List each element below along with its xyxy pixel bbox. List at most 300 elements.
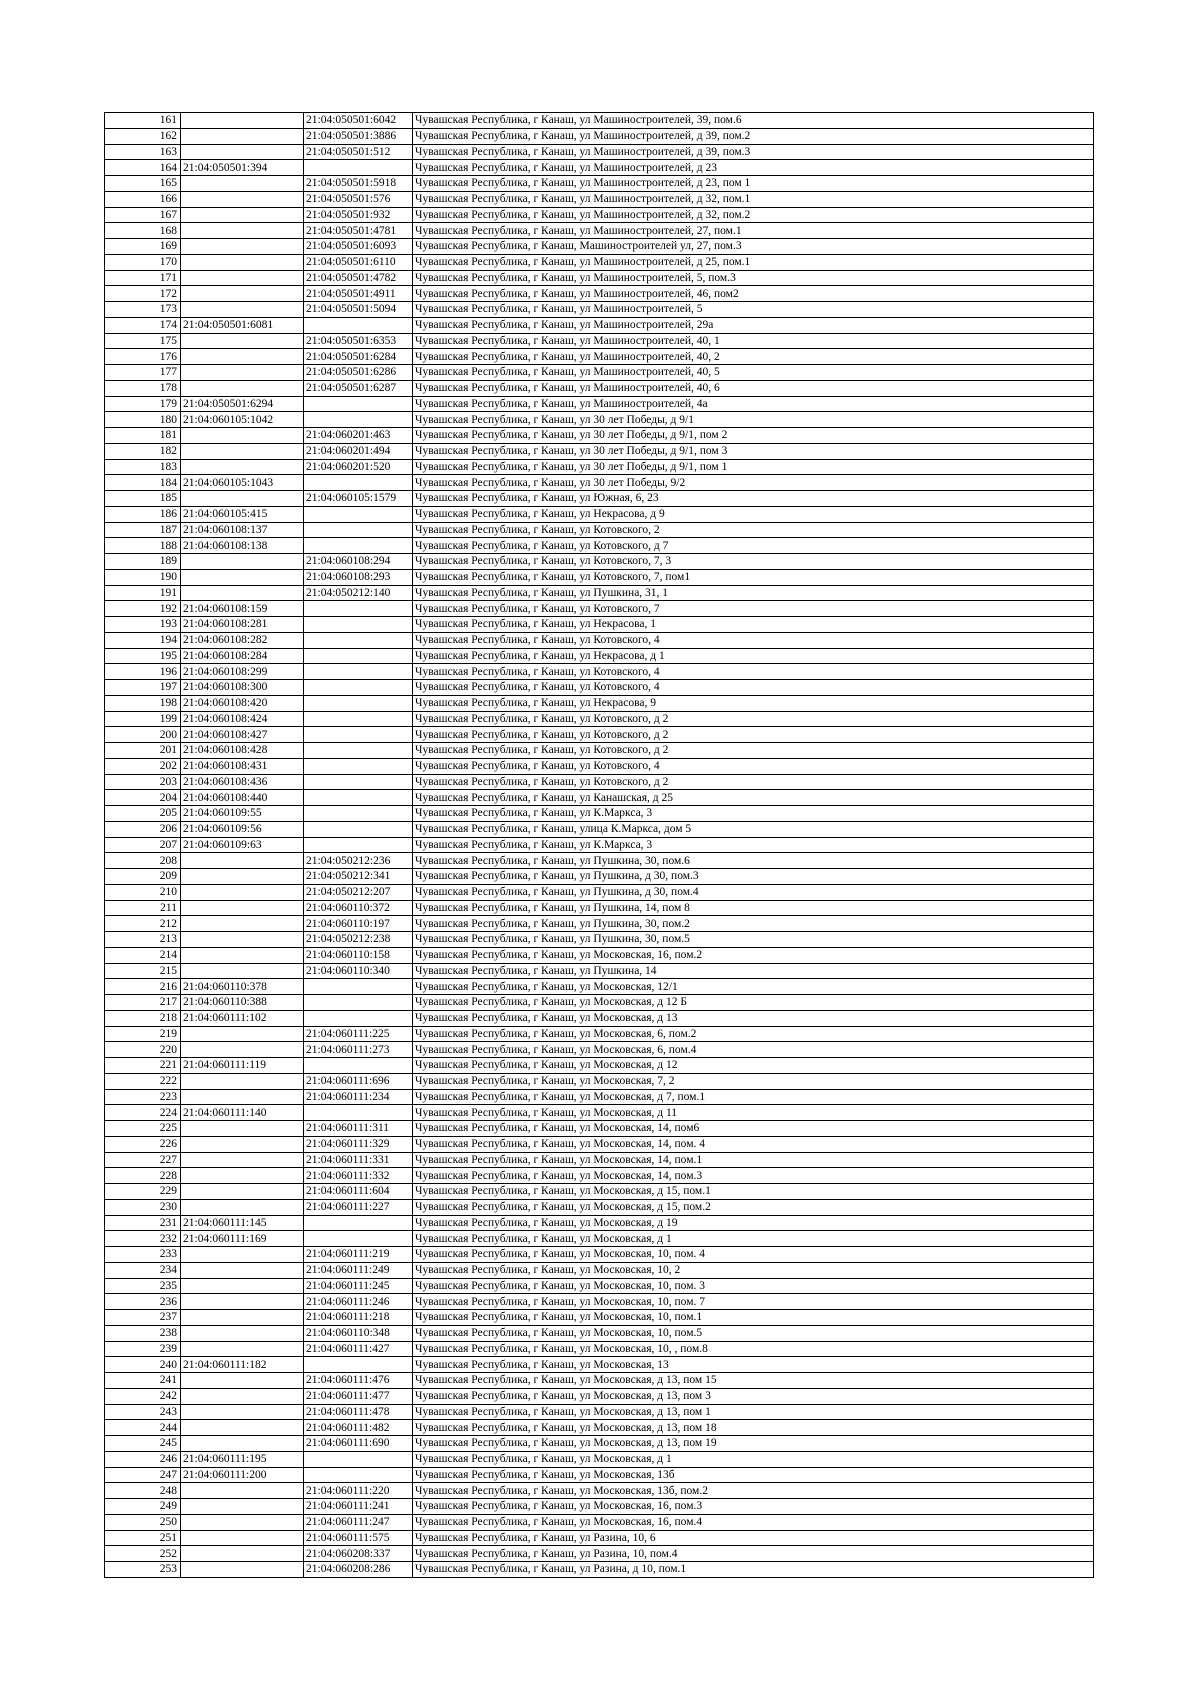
- premises-cadastral-number: 21:04:050501:5094: [304, 302, 413, 318]
- document-page: [104, 112, 1093, 1578]
- premises-cadastral-number: 21:04:050501:6284: [304, 349, 413, 365]
- building-cadastral-number: [181, 459, 304, 475]
- building-cadastral-number: [181, 176, 304, 192]
- row-number: 202: [105, 758, 181, 774]
- table-row: [105, 1215, 1094, 1231]
- table-row: [105, 1136, 1094, 1152]
- table-row: [105, 932, 1094, 948]
- building-cadastral-number: 21:04:060111:182: [181, 1357, 304, 1373]
- row-number: 178: [105, 380, 181, 396]
- table-row: [105, 727, 1094, 743]
- table-row: [105, 317, 1094, 333]
- address: Чувашская Республика, г Канаш, ул Московская, 13: [413, 1357, 1094, 1373]
- table-row: [105, 585, 1094, 601]
- address: Чувашская Республика, г Канаш, ул Машиностроителей, д 32, пом.1: [413, 191, 1094, 207]
- table-row: [105, 1373, 1094, 1389]
- row-number: 253: [105, 1562, 181, 1578]
- premises-cadastral-number: 21:04:060111:227: [304, 1199, 413, 1215]
- premises-cadastral-number: [304, 1215, 413, 1231]
- address: Чувашская Республика, г Канаш, ул К.Маркса, 3: [413, 806, 1094, 822]
- table-row: [105, 1073, 1094, 1089]
- building-cadastral-number: [181, 1262, 304, 1278]
- building-cadastral-number: [181, 853, 304, 869]
- building-cadastral-number: [181, 554, 304, 570]
- address: Чувашская Республика, г Канаш, ул Котовского, д 2: [413, 727, 1094, 743]
- table-row: [105, 1294, 1094, 1310]
- table-row: [105, 1514, 1094, 1530]
- row-number: 187: [105, 522, 181, 538]
- premises-cadastral-number: 21:04:060111:241: [304, 1499, 413, 1515]
- table-row: [105, 160, 1094, 176]
- building-cadastral-number: [181, 491, 304, 507]
- table-row: [105, 554, 1094, 570]
- table-row: [105, 632, 1094, 648]
- building-cadastral-number: [181, 1199, 304, 1215]
- premises-cadastral-number: 21:04:060111:219: [304, 1247, 413, 1263]
- table-row: [105, 191, 1094, 207]
- address: Чувашская Республика, г Канаш, ул Московская, 16, пом.2: [413, 947, 1094, 963]
- row-number: 232: [105, 1231, 181, 1247]
- address: Чувашская Республика, г Канаш, ул Московская, 10, пом. 4: [413, 1247, 1094, 1263]
- row-number: 210: [105, 884, 181, 900]
- premises-cadastral-number: [304, 1467, 413, 1483]
- row-number: 217: [105, 995, 181, 1011]
- building-cadastral-number: 21:04:060109:56: [181, 821, 304, 837]
- address: Чувашская Республика, г Канаш, ул Машиностроителей, д 39, пом.3: [413, 144, 1094, 160]
- row-number: 247: [105, 1467, 181, 1483]
- building-cadastral-number: [181, 349, 304, 365]
- premises-cadastral-number: 21:04:060111:690: [304, 1436, 413, 1452]
- address: Чувашская Республика, г Канаш, ул Некрасова, 9: [413, 695, 1094, 711]
- address: Чувашская Республика, г Канаш, ул Московская, д 13, пом 19: [413, 1436, 1094, 1452]
- building-cadastral-number: [181, 884, 304, 900]
- row-number: 173: [105, 302, 181, 318]
- row-number: 215: [105, 963, 181, 979]
- premises-cadastral-number: [304, 711, 413, 727]
- address: Чувашская Республика, г Канаш, ул 30 лет Победы, д 9/1, пом 2: [413, 428, 1094, 444]
- table-row: [105, 1420, 1094, 1436]
- building-cadastral-number: 21:04:060111:102: [181, 1010, 304, 1026]
- premises-cadastral-number: [304, 601, 413, 617]
- address: Чувашская Республика, г Канаш, ул Московская, 10, пом. 7: [413, 1294, 1094, 1310]
- premises-cadastral-number: 21:04:050212:140: [304, 585, 413, 601]
- row-number: 176: [105, 349, 181, 365]
- table-row: [105, 680, 1094, 696]
- row-number: 165: [105, 176, 181, 192]
- address: Чувашская Республика, г Канаш, ул Машиностроителей, 40, 5: [413, 365, 1094, 381]
- premises-cadastral-number: 21:04:060105:1579: [304, 491, 413, 507]
- address: Чувашская Республика, г Канаш, ул Московская, 6, пом.2: [413, 1026, 1094, 1042]
- row-number: 182: [105, 443, 181, 459]
- row-number: 209: [105, 869, 181, 885]
- table-row: [105, 144, 1094, 160]
- row-number: 170: [105, 254, 181, 270]
- row-number: 197: [105, 680, 181, 696]
- building-cadastral-number: [181, 428, 304, 444]
- row-number: 225: [105, 1121, 181, 1137]
- building-cadastral-number: [181, 1026, 304, 1042]
- premises-cadastral-number: 21:04:060111:234: [304, 1089, 413, 1105]
- table-row: [105, 522, 1094, 538]
- table-row: [105, 1152, 1094, 1168]
- address: Чувашская Республика, г Канаш, ул Машиностроителей, 5: [413, 302, 1094, 318]
- premises-cadastral-number: 21:04:060111:575: [304, 1530, 413, 1546]
- building-cadastral-number: 21:04:060108:420: [181, 695, 304, 711]
- table-row: [105, 1530, 1094, 1546]
- premises-cadastral-number: 21:04:060110:158: [304, 947, 413, 963]
- row-number: 200: [105, 727, 181, 743]
- address: Чувашская Республика, г Канаш, ул Московская, 14, пом.1: [413, 1152, 1094, 1168]
- address: Чувашская Республика, г Канаш, ул Московская, 14, пом. 4: [413, 1136, 1094, 1152]
- address: Чувашская Республика, г Канаш, ул Пушкина, 14: [413, 963, 1094, 979]
- row-number: 186: [105, 506, 181, 522]
- table-row: [105, 1262, 1094, 1278]
- building-cadastral-number: 21:04:060105:1043: [181, 475, 304, 491]
- premises-cadastral-number: 21:04:060208:286: [304, 1562, 413, 1578]
- address: Чувашская Республика, г Канаш, ул Московская, д 13, пом 3: [413, 1388, 1094, 1404]
- premises-cadastral-number: [304, 995, 413, 1011]
- row-number: 229: [105, 1184, 181, 1200]
- table-row: [105, 900, 1094, 916]
- premises-cadastral-number: 21:04:050212:207: [304, 884, 413, 900]
- building-cadastral-number: 21:04:060111:195: [181, 1451, 304, 1467]
- address: Чувашская Республика, г Канаш, ул Московская, 7, 2: [413, 1073, 1094, 1089]
- address: Чувашская Республика, г Канаш, ул Московская, 6, пом.4: [413, 1042, 1094, 1058]
- address: Чувашская Республика, г Канаш, ул Пушкина, 30, пом.2: [413, 916, 1094, 932]
- building-cadastral-number: [181, 1499, 304, 1515]
- building-cadastral-number: [181, 1294, 304, 1310]
- address: Чувашская Республика, г Канаш, ул Московская, д 1: [413, 1451, 1094, 1467]
- premises-cadastral-number: 21:04:060111:478: [304, 1404, 413, 1420]
- address: Чувашская Республика, г Канаш, ул Московская, д 13, пом 18: [413, 1420, 1094, 1436]
- table-row: [105, 1562, 1094, 1578]
- premises-cadastral-number: 21:04:060108:294: [304, 554, 413, 570]
- address: Чувашская Республика, г Канаш, ул Машиностроителей, д 23: [413, 160, 1094, 176]
- row-number: 248: [105, 1483, 181, 1499]
- premises-cadastral-number: 21:04:050501:6042: [304, 113, 413, 129]
- table-row: [105, 506, 1094, 522]
- address: Чувашская Республика, г Канаш, ул Пушкина, д 30, пом.4: [413, 884, 1094, 900]
- address: Чувашская Республика, г Канаш, ул Московская, д 15, пом.2: [413, 1199, 1094, 1215]
- table-row: [105, 916, 1094, 932]
- row-number: 167: [105, 207, 181, 223]
- row-number: 168: [105, 223, 181, 239]
- address: Чувашская Республика, г Канаш, ул Московская, 10, пом.5: [413, 1325, 1094, 1341]
- building-cadastral-number: [181, 1530, 304, 1546]
- building-cadastral-number: 21:04:060111:119: [181, 1058, 304, 1074]
- premises-cadastral-number: 21:04:060111:604: [304, 1184, 413, 1200]
- building-cadastral-number: [181, 365, 304, 381]
- address: Чувашская Республика, г Канаш, ул Машиностроителей, д 32, пом.2: [413, 207, 1094, 223]
- building-cadastral-number: [181, 900, 304, 916]
- table-row: [105, 1058, 1094, 1074]
- premises-cadastral-number: 21:04:060111:331: [304, 1152, 413, 1168]
- table-row: [105, 475, 1094, 491]
- row-number: 228: [105, 1168, 181, 1184]
- row-number: 188: [105, 538, 181, 554]
- building-cadastral-number: [181, 1184, 304, 1200]
- premises-cadastral-number: [304, 648, 413, 664]
- address: Чувашская Республика, г Канаш, ул Московская, 16, пом.4: [413, 1514, 1094, 1530]
- table-row: [105, 963, 1094, 979]
- building-cadastral-number: [181, 932, 304, 948]
- table-row: [105, 569, 1094, 585]
- row-number: 190: [105, 569, 181, 585]
- building-cadastral-number: 21:04:060108:427: [181, 727, 304, 743]
- address: Чувашская Республика, г Канаш, ул Московская, 14, пом6: [413, 1121, 1094, 1137]
- row-number: 162: [105, 128, 181, 144]
- table-row: [105, 428, 1094, 444]
- table-row: [105, 1231, 1094, 1247]
- row-number: 175: [105, 333, 181, 349]
- address: Чувашская Республика, г Канаш, ул Машиностроителей, 39, пом.6: [413, 113, 1094, 129]
- premises-cadastral-number: 21:04:060110:340: [304, 963, 413, 979]
- row-number: 198: [105, 695, 181, 711]
- building-cadastral-number: 21:04:060108:281: [181, 617, 304, 633]
- building-cadastral-number: 21:04:050501:394: [181, 160, 304, 176]
- building-cadastral-number: [181, 239, 304, 255]
- table-row: [105, 1404, 1094, 1420]
- table-row: [105, 758, 1094, 774]
- premises-cadastral-number: 21:04:060208:337: [304, 1546, 413, 1562]
- building-cadastral-number: 21:04:060108:138: [181, 538, 304, 554]
- building-cadastral-number: 21:04:060108:284: [181, 648, 304, 664]
- table-row: [105, 1010, 1094, 1026]
- row-number: 171: [105, 270, 181, 286]
- address: Чувашская Республика, г Канаш, ул Машиностроителей, 5, пом.3: [413, 270, 1094, 286]
- row-number: 230: [105, 1199, 181, 1215]
- address: Чувашская Республика, г Канаш, ул Некрасова, д 1: [413, 648, 1094, 664]
- premises-cadastral-number: 21:04:060110:372: [304, 900, 413, 916]
- address: Чувашская Республика, г Канаш, ул Московская, д 12 Б: [413, 995, 1094, 1011]
- building-cadastral-number: 21:04:060108:300: [181, 680, 304, 696]
- row-number: 195: [105, 648, 181, 664]
- building-cadastral-number: 21:04:060108:428: [181, 743, 304, 759]
- address: Чувашская Республика, г Канаш, ул Московская, д 12: [413, 1058, 1094, 1074]
- premises-cadastral-number: [304, 1105, 413, 1121]
- row-number: 204: [105, 790, 181, 806]
- building-cadastral-number: [181, 128, 304, 144]
- building-cadastral-number: 21:04:060109:55: [181, 806, 304, 822]
- row-number: 185: [105, 491, 181, 507]
- table-row: [105, 884, 1094, 900]
- table-row: [105, 601, 1094, 617]
- address: Чувашская Республика, г Канаш, ул Некрасова, 1: [413, 617, 1094, 633]
- premises-cadastral-number: 21:04:050501:3886: [304, 128, 413, 144]
- table-row: [105, 491, 1094, 507]
- premises-cadastral-number: [304, 727, 413, 743]
- building-cadastral-number: 21:04:060111:140: [181, 1105, 304, 1121]
- premises-cadastral-number: [304, 317, 413, 333]
- premises-cadastral-number: [304, 1010, 413, 1026]
- premises-cadastral-number: [304, 806, 413, 822]
- premises-cadastral-number: 21:04:050501:6287: [304, 380, 413, 396]
- premises-cadastral-number: [304, 632, 413, 648]
- row-number: 252: [105, 1546, 181, 1562]
- premises-cadastral-number: 21:04:060201:463: [304, 428, 413, 444]
- premises-cadastral-number: [304, 821, 413, 837]
- premises-cadastral-number: 21:04:050212:238: [304, 932, 413, 948]
- building-cadastral-number: [181, 1373, 304, 1389]
- table-row: [105, 711, 1094, 727]
- premises-cadastral-number: [304, 1357, 413, 1373]
- address: Чувашская Республика, г Канаш, ул Машиностроителей, 4а: [413, 396, 1094, 412]
- building-cadastral-number: [181, 1310, 304, 1326]
- building-cadastral-number: [181, 1483, 304, 1499]
- table-row: [105, 995, 1094, 1011]
- premises-cadastral-number: 21:04:060110:197: [304, 916, 413, 932]
- premises-cadastral-number: [304, 979, 413, 995]
- premises-cadastral-number: 21:04:060201:494: [304, 443, 413, 459]
- address: Чувашская Республика, г Канаш, Машиностроителей ул, 27, пом.3: [413, 239, 1094, 255]
- premises-cadastral-number: 21:04:050501:5918: [304, 176, 413, 192]
- building-cadastral-number: [181, 207, 304, 223]
- building-cadastral-number: 21:04:060105:415: [181, 506, 304, 522]
- building-cadastral-number: [181, 191, 304, 207]
- row-number: 219: [105, 1026, 181, 1042]
- building-cadastral-number: 21:04:060108:282: [181, 632, 304, 648]
- address: Чувашская Республика, г Канаш, ул Машиностроителей, 29а: [413, 317, 1094, 333]
- table-row: [105, 1310, 1094, 1326]
- row-number: 194: [105, 632, 181, 648]
- table-row: [105, 1325, 1094, 1341]
- building-cadastral-number: 21:04:060105:1042: [181, 412, 304, 428]
- address: Чувашская Республика, г Канаш, ул Разина, д 10, пом.1: [413, 1562, 1094, 1578]
- address: Чувашская Республика, г Канаш, ул Московская, 16, пом.3: [413, 1499, 1094, 1515]
- building-cadastral-number: 21:04:050501:6081: [181, 317, 304, 333]
- row-number: 211: [105, 900, 181, 916]
- address: Чувашская Республика, г Канаш, ул Котовского, 2: [413, 522, 1094, 538]
- address: Чувашская Республика, г Канаш, ул 30 лет Победы, 9/2: [413, 475, 1094, 491]
- premises-cadastral-number: [304, 695, 413, 711]
- building-cadastral-number: 21:04:060109:63: [181, 837, 304, 853]
- premises-cadastral-number: [304, 1058, 413, 1074]
- address: Чувашская Республика, г Канаш, ул Котовского, д 2: [413, 774, 1094, 790]
- table-row: [105, 1499, 1094, 1515]
- premises-cadastral-number: 21:04:060111:427: [304, 1341, 413, 1357]
- table-row: [105, 1042, 1094, 1058]
- row-number: 191: [105, 585, 181, 601]
- address: Чувашская Республика, г Канаш, ул Московская, д 13, пом 15: [413, 1373, 1094, 1389]
- table-row: [105, 1451, 1094, 1467]
- premises-cadastral-number: 21:04:060111:220: [304, 1483, 413, 1499]
- address: Чувашская Республика, г Канаш, ул Котовского, 4: [413, 758, 1094, 774]
- row-number: 207: [105, 837, 181, 853]
- table-row: [105, 1089, 1094, 1105]
- building-cadastral-number: [181, 223, 304, 239]
- table-row: [105, 1341, 1094, 1357]
- premises-cadastral-number: 21:04:060201:520: [304, 459, 413, 475]
- premises-cadastral-number: 21:04:060111:476: [304, 1373, 413, 1389]
- premises-cadastral-number: 21:04:050501:4781: [304, 223, 413, 239]
- row-number: 240: [105, 1357, 181, 1373]
- address: Чувашская Республика, г Канаш, ул 30 лет Победы, д 9/1, пом 3: [413, 443, 1094, 459]
- address: Чувашская Республика, г Канаш, ул Машиностроителей, 40, 6: [413, 380, 1094, 396]
- row-number: 216: [105, 979, 181, 995]
- premises-cadastral-number: [304, 617, 413, 633]
- table-row: [105, 459, 1094, 475]
- row-number: 174: [105, 317, 181, 333]
- address: Чувашская Республика, г Канаш, ул Московская, д 7, пом.1: [413, 1089, 1094, 1105]
- premises-cadastral-number: 21:04:060111:247: [304, 1514, 413, 1530]
- table-row: [105, 239, 1094, 255]
- address: Чувашская Республика, г Канаш, ул Московская, 10, 2: [413, 1262, 1094, 1278]
- building-cadastral-number: [181, 1247, 304, 1263]
- table-row: [105, 648, 1094, 664]
- building-cadastral-number: [181, 254, 304, 270]
- table-row: [105, 1278, 1094, 1294]
- premises-cadastral-number: [304, 758, 413, 774]
- table-row: [105, 1483, 1094, 1499]
- premises-cadastral-number: 21:04:050212:341: [304, 869, 413, 885]
- building-cadastral-number: [181, 585, 304, 601]
- building-cadastral-number: [181, 1089, 304, 1105]
- row-number: 189: [105, 554, 181, 570]
- row-number: 172: [105, 286, 181, 302]
- row-number: 203: [105, 774, 181, 790]
- premises-cadastral-number: [304, 538, 413, 554]
- table-row: [105, 1546, 1094, 1562]
- address: Чувашская Республика, г Канаш, ул Московская, д 11: [413, 1105, 1094, 1121]
- row-number: 166: [105, 191, 181, 207]
- row-number: 246: [105, 1451, 181, 1467]
- table-row: [105, 302, 1094, 318]
- row-number: 183: [105, 459, 181, 475]
- table-row: [105, 695, 1094, 711]
- row-number: 161: [105, 113, 181, 129]
- building-cadastral-number: [181, 286, 304, 302]
- row-number: 214: [105, 947, 181, 963]
- table-row: [105, 1388, 1094, 1404]
- building-cadastral-number: [181, 1325, 304, 1341]
- premises-cadastral-number: 21:04:050212:236: [304, 853, 413, 869]
- row-number: 199: [105, 711, 181, 727]
- building-cadastral-number: 21:04:060108:424: [181, 711, 304, 727]
- building-cadastral-number: [181, 1136, 304, 1152]
- address: Чувашская Республика, г Канаш, ул Машиностроителей, 46, пом2: [413, 286, 1094, 302]
- row-number: 180: [105, 412, 181, 428]
- row-number: 224: [105, 1105, 181, 1121]
- table-row: [105, 821, 1094, 837]
- address: Чувашская Республика, г Канаш, ул Канашская, д 25: [413, 790, 1094, 806]
- row-number: 243: [105, 1404, 181, 1420]
- address: Чувашская Республика, г Канаш, ул Котовского, д 2: [413, 743, 1094, 759]
- table-row: [105, 1357, 1094, 1373]
- premises-cadastral-number: 21:04:060111:246: [304, 1294, 413, 1310]
- row-number: 227: [105, 1152, 181, 1168]
- property-table-body: [105, 113, 1094, 1578]
- address: Чувашская Республика, г Канаш, ул Некрасова, д 9: [413, 506, 1094, 522]
- premises-cadastral-number: 21:04:060111:225: [304, 1026, 413, 1042]
- table-row: [105, 837, 1094, 853]
- building-cadastral-number: [181, 1404, 304, 1420]
- building-cadastral-number: 21:04:060111:169: [181, 1231, 304, 1247]
- building-cadastral-number: 21:04:060111:145: [181, 1215, 304, 1231]
- premises-cadastral-number: 21:04:060111:245: [304, 1278, 413, 1294]
- row-number: 208: [105, 853, 181, 869]
- premises-cadastral-number: 21:04:060111:329: [304, 1136, 413, 1152]
- table-row: [105, 349, 1094, 365]
- premises-cadastral-number: [304, 664, 413, 680]
- premises-cadastral-number: [304, 743, 413, 759]
- address: Чувашская Республика, г Канаш, ул Московская, 10, пом. 3: [413, 1278, 1094, 1294]
- row-number: 223: [105, 1089, 181, 1105]
- row-number: 193: [105, 617, 181, 633]
- property-table: [104, 112, 1094, 1578]
- address: Чувашская Республика, г Канаш, ул 30 лет Победы, д 9/1: [413, 412, 1094, 428]
- address: Чувашская Республика, г Канаш, ул Московская, 13б: [413, 1467, 1094, 1483]
- table-row: [105, 664, 1094, 680]
